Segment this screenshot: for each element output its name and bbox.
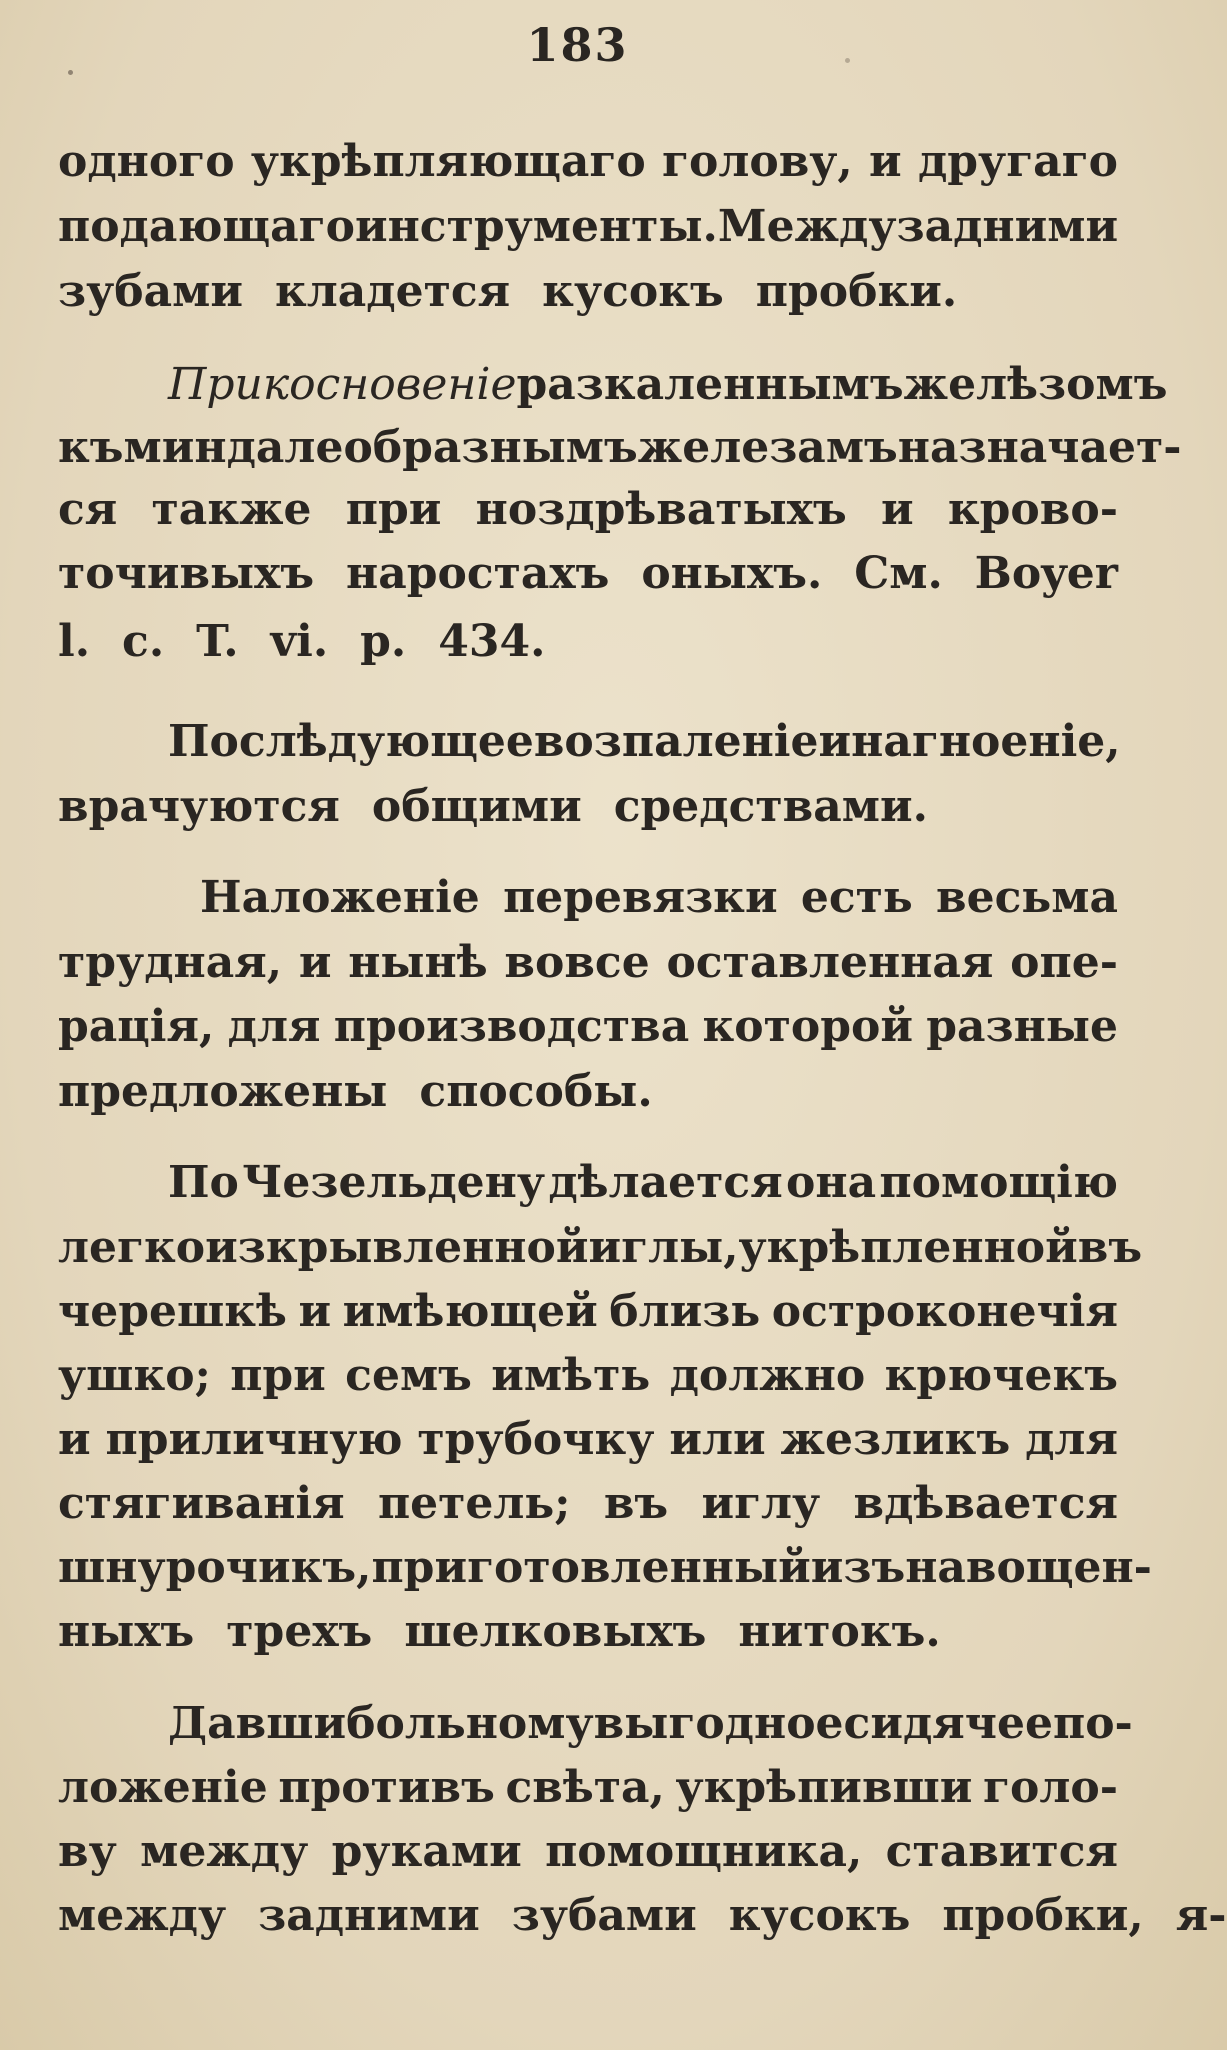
word: приготовленный <box>371 1542 811 1593</box>
word: другаго <box>917 136 1118 187</box>
word: предложены <box>58 1066 388 1117</box>
text-line <box>168 355 1168 415</box>
word: оныхъ. <box>641 548 823 599</box>
word: железамъ <box>637 422 898 473</box>
word: изъ <box>810 1542 906 1593</box>
text-line <box>168 1694 1133 1754</box>
word: навощен- <box>905 1542 1152 1593</box>
text-line <box>58 544 1118 604</box>
word: подающаго <box>58 201 355 252</box>
word: миндалеобразнымъ <box>123 422 638 473</box>
word: нынѣ <box>348 937 488 988</box>
text-line <box>58 132 1118 192</box>
word: возпаленіе <box>533 716 819 767</box>
text-line <box>58 418 1182 478</box>
word: пробки. <box>755 266 958 317</box>
word: она <box>786 1157 877 1208</box>
word: для <box>227 1001 321 1052</box>
word: помощію <box>879 1157 1118 1208</box>
text-line <box>58 1758 1118 1818</box>
word: шнурочикъ, <box>58 1542 372 1593</box>
word: vi. <box>270 616 329 667</box>
word: и <box>298 1286 332 1337</box>
word: изкрывленной <box>205 1222 589 1273</box>
word: между <box>140 1826 309 1877</box>
print-speck <box>845 58 850 63</box>
word: нагноеніе, <box>851 716 1121 767</box>
word: производства <box>333 1001 690 1052</box>
text-line <box>58 1282 1118 1342</box>
word: при <box>345 484 442 535</box>
word: перевязки <box>503 872 778 923</box>
word: оставленная <box>666 937 994 988</box>
text-line <box>58 1538 1152 1598</box>
word: укрѣпивши <box>675 1762 973 1813</box>
word: Давши <box>168 1698 347 1749</box>
word: p. <box>360 616 407 667</box>
word: точивыхъ <box>58 548 315 599</box>
word: я- <box>1175 1890 1227 1941</box>
word: которой <box>702 1001 913 1052</box>
word: и <box>869 136 902 187</box>
word: жезликъ <box>780 1414 1011 1465</box>
word: См. <box>854 548 943 599</box>
word: По <box>168 1157 239 1208</box>
word: Прикосновеніе <box>168 359 517 410</box>
text-line <box>168 1153 1118 1213</box>
word: назначает- <box>897 422 1182 473</box>
word: также <box>151 484 312 535</box>
word: зубами <box>58 266 243 317</box>
text-line <box>58 480 1118 540</box>
word: въ <box>1077 1222 1143 1273</box>
word: приличную <box>105 1414 403 1465</box>
word: должно <box>669 1350 866 1401</box>
word: рація, <box>58 1001 215 1052</box>
word: помощника, <box>545 1826 863 1877</box>
word: голову, <box>662 136 853 187</box>
word: T. <box>196 616 239 667</box>
word: въ <box>603 1478 669 1529</box>
text-line <box>200 868 1118 928</box>
word: иглы, <box>588 1222 739 1273</box>
word: ныхъ <box>58 1606 195 1657</box>
word: разные <box>926 1001 1118 1052</box>
text-line <box>58 1218 1143 1278</box>
word: крово- <box>947 484 1118 535</box>
text-line <box>168 712 1121 772</box>
word: легко <box>58 1222 206 1273</box>
word: инструменты. <box>354 201 718 252</box>
word: трудная, <box>58 937 283 988</box>
word: петель; <box>377 1478 571 1529</box>
text-line <box>58 1822 1118 1882</box>
word: кладется <box>274 266 511 317</box>
word: ноздрѣватыхъ <box>475 484 847 535</box>
word: опе- <box>1010 937 1118 988</box>
word: врачуются <box>58 781 340 832</box>
word: общими <box>371 781 582 832</box>
word: выгодное <box>593 1698 844 1749</box>
text-line <box>58 262 1118 322</box>
word: и <box>58 1414 91 1465</box>
word: ся <box>58 484 118 535</box>
word: средствами. <box>613 781 928 832</box>
word: нитокъ. <box>738 1606 941 1657</box>
word: дѣлается <box>548 1157 783 1208</box>
word: крючекъ <box>884 1350 1118 1401</box>
word: и <box>881 484 914 535</box>
text-line <box>58 1062 1118 1122</box>
word: задними <box>896 201 1119 252</box>
word: или <box>669 1414 766 1465</box>
word: весьма <box>936 872 1118 923</box>
word: укрѣпленной <box>738 1222 1078 1273</box>
word: пробки, <box>942 1890 1144 1941</box>
word: по- <box>1053 1698 1133 1749</box>
word: c. <box>122 616 165 667</box>
text-line <box>58 1602 1118 1662</box>
word: руками <box>331 1826 522 1877</box>
word: близь <box>609 1286 761 1337</box>
text-line <box>58 997 1118 1057</box>
word: вовсе <box>504 937 650 988</box>
word: Boyer <box>974 548 1118 599</box>
word: шелковыхъ <box>404 1606 707 1657</box>
word: къ <box>58 422 124 473</box>
word: ву <box>58 1826 117 1877</box>
word: Чезельдену <box>242 1157 546 1208</box>
word: трехъ <box>226 1606 373 1657</box>
text-line <box>58 1886 1227 1946</box>
word: Послѣдующее <box>168 716 534 767</box>
text-line <box>58 933 1118 993</box>
text-line <box>58 612 1118 672</box>
word: и <box>298 937 332 988</box>
word: кусокъ <box>728 1890 911 1941</box>
word: больному <box>346 1698 594 1749</box>
page-number: 183 <box>526 18 629 72</box>
word: зубами <box>511 1890 697 1941</box>
word: Наложеніе <box>200 872 480 923</box>
word: черешкѣ <box>58 1286 287 1337</box>
word: Между <box>717 201 897 252</box>
word: и <box>818 716 852 767</box>
word: стягиванія <box>58 1478 345 1529</box>
word: голо- <box>983 1762 1118 1813</box>
text-line <box>58 1410 1118 1470</box>
word: между <box>58 1890 227 1941</box>
word: l. <box>58 616 91 667</box>
word: ложеніе <box>58 1762 268 1813</box>
word: одного <box>58 136 235 187</box>
text-line <box>58 1474 1118 1534</box>
word: вдѣвается <box>853 1478 1118 1529</box>
word: для <box>1025 1414 1118 1465</box>
word: имѣть <box>491 1350 651 1401</box>
print-speck <box>68 70 73 75</box>
word: 434. <box>438 616 546 667</box>
word: ушко; <box>58 1350 211 1401</box>
word: ставится <box>885 1826 1118 1877</box>
word: имѣющей <box>342 1286 598 1337</box>
text-line <box>58 777 1118 837</box>
word: есть <box>800 872 913 923</box>
word: разкаленнымъ <box>516 359 904 410</box>
text-line <box>58 197 1118 257</box>
word: противъ <box>278 1762 495 1813</box>
word: укрѣпляющаго <box>250 136 646 187</box>
word: семъ <box>345 1350 472 1401</box>
word: наростахъ <box>346 548 610 599</box>
word: желѣзомъ <box>903 359 1168 410</box>
word: остроконечія <box>771 1286 1118 1337</box>
text-line <box>58 1346 1118 1406</box>
word: сидячее <box>843 1698 1053 1749</box>
word: задними <box>258 1890 480 1941</box>
word: свѣта, <box>505 1762 665 1813</box>
word: способы. <box>419 1066 653 1117</box>
word: иглу <box>701 1478 821 1529</box>
word: кусокъ <box>542 266 724 317</box>
word: при <box>230 1350 326 1401</box>
word: трубочку <box>417 1414 655 1465</box>
